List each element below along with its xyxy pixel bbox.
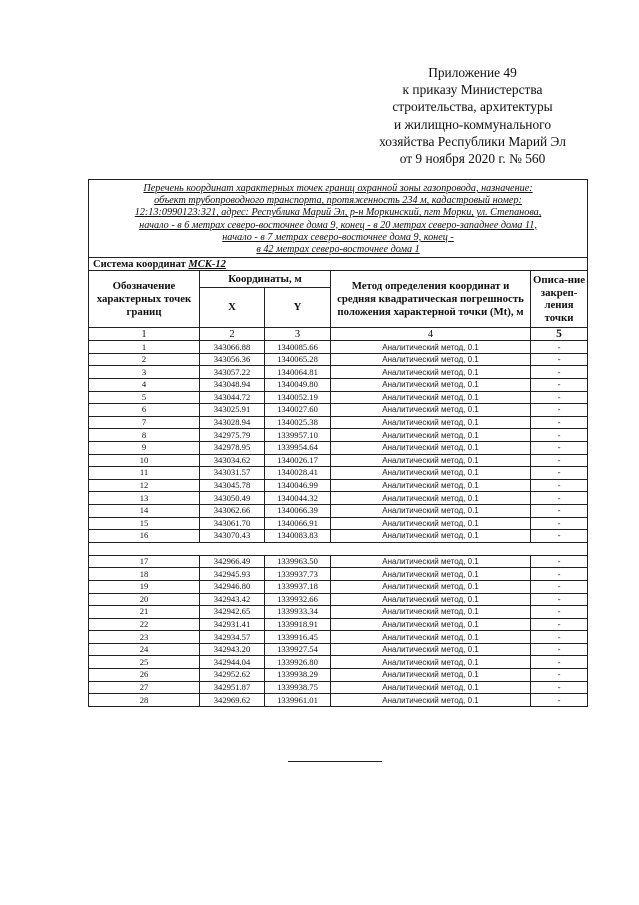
point-number: 19 <box>89 580 200 593</box>
point-number: 7 <box>89 416 200 429</box>
coord-y: 1339937.18 <box>265 580 331 593</box>
point-number: 9 <box>89 441 200 454</box>
method-cell: Аналитический метод, 0.1 <box>331 593 531 606</box>
table-row <box>89 454 588 467</box>
signature-line <box>288 761 382 762</box>
coordinate-system <box>89 258 588 271</box>
coord-x: 342944.04 <box>200 656 265 669</box>
coord-x: 342966.49 <box>200 555 265 568</box>
coord-x: 343066.88 <box>200 341 265 354</box>
coord-y: 1339961.01 <box>265 694 331 707</box>
header-method: Метод определения координат и средняя квадратическая погрешность положения характерной точки (Mt), м <box>331 271 531 328</box>
header-description: Описа-ние закреп-ления точки <box>531 271 588 328</box>
coord-y: 1339938.29 <box>265 669 331 682</box>
column-number-row <box>89 328 588 341</box>
method-cell: Аналитический метод, 0.1 <box>331 580 531 593</box>
coord-y: 1339963.50 <box>265 555 331 568</box>
coord-y: 1340066.39 <box>265 504 331 517</box>
coord-y: 1340027.60 <box>265 404 331 417</box>
description-cell: - <box>531 454 588 467</box>
coord-x: 343056.36 <box>200 353 265 366</box>
method-cell: Аналитический метод, 0.1 <box>331 681 531 694</box>
description-cell: - <box>531 694 588 707</box>
table-row <box>89 681 588 694</box>
description-cell: - <box>531 631 588 644</box>
coord-x: 343057.22 <box>200 366 265 379</box>
point-number: 14 <box>89 504 200 517</box>
method-cell: Аналитический метод, 0.1 <box>331 555 531 568</box>
object-description <box>89 180 588 258</box>
intro-row <box>89 180 588 258</box>
coord-y: 1340065.28 <box>265 353 331 366</box>
intro-line: в 42 метрах северо-восточнее дома 1 <box>256 244 420 256</box>
point-number: 2 <box>89 353 200 366</box>
table-row <box>89 618 588 631</box>
system-label: Система координат <box>93 258 186 270</box>
description-cell: - <box>531 669 588 682</box>
table-row <box>89 504 588 517</box>
method-cell: Аналитический метод, 0.1 <box>331 606 531 619</box>
column-number: 4 <box>331 328 531 341</box>
coord-x: 343061.70 <box>200 517 265 530</box>
point-number: 1 <box>89 341 200 354</box>
coord-y: 1339957.10 <box>265 429 331 442</box>
table-row <box>89 353 588 366</box>
coord-y: 1340044.32 <box>265 492 331 505</box>
coord-y: 1340083.83 <box>265 530 331 543</box>
coord-x: 342952.62 <box>200 669 265 682</box>
coord-y: 1339954.64 <box>265 441 331 454</box>
method-cell: Аналитический метод, 0.1 <box>331 366 531 379</box>
description-cell: - <box>531 341 588 354</box>
coord-y: 1340066.91 <box>265 517 331 530</box>
point-number: 13 <box>89 492 200 505</box>
section-gap <box>89 542 588 555</box>
method-cell: Аналитический метод, 0.1 <box>331 631 531 644</box>
method-cell: Аналитический метод, 0.1 <box>331 517 531 530</box>
description-cell: - <box>531 492 588 505</box>
description-cell: - <box>531 441 588 454</box>
table-row <box>89 694 588 707</box>
table-row <box>89 441 588 454</box>
point-number: 26 <box>89 669 200 682</box>
intro-line: начало - в 7 метрах северо-восточнее дома 9, конец - <box>222 231 454 243</box>
section-gap-row <box>89 542 588 555</box>
description-cell: - <box>531 580 588 593</box>
point-number: 16 <box>89 530 200 543</box>
header-x: X <box>200 288 265 328</box>
point-number: 15 <box>89 517 200 530</box>
table-row <box>89 467 588 480</box>
point-number: 3 <box>89 366 200 379</box>
description-cell: - <box>531 530 588 543</box>
description-cell: - <box>531 479 588 492</box>
coord-y: 1339933.34 <box>265 606 331 619</box>
point-number: 22 <box>89 618 200 631</box>
method-cell: Аналитический метод, 0.1 <box>331 669 531 682</box>
coord-x: 342943.20 <box>200 643 265 656</box>
appendix-line: строительства, архитектуры <box>392 99 553 115</box>
point-number: 25 <box>89 656 200 669</box>
header-y: Y <box>265 288 331 328</box>
point-number: 5 <box>89 391 200 404</box>
method-cell: Аналитический метод, 0.1 <box>331 618 531 631</box>
coord-y: 1340052.19 <box>265 391 331 404</box>
table-row <box>89 391 588 404</box>
table-row <box>89 669 588 682</box>
description-cell: - <box>531 555 588 568</box>
description-cell: - <box>531 416 588 429</box>
header-designation: Обозначение характерных точек границ <box>89 271 200 328</box>
coord-x: 343025.91 <box>200 404 265 417</box>
coord-y: 1340025.38 <box>265 416 331 429</box>
intro-line: объект трубопроводного транспорта, протяженность 234 м, кадастровый номер: <box>154 195 522 207</box>
table-row <box>89 416 588 429</box>
point-number: 18 <box>89 568 200 581</box>
coord-y: 1340064.81 <box>265 366 331 379</box>
description-cell: - <box>531 568 588 581</box>
table-row <box>89 341 588 354</box>
coord-x: 342969.62 <box>200 694 265 707</box>
method-cell: Аналитический метод, 0.1 <box>331 530 531 543</box>
coord-x: 342931.41 <box>200 618 265 631</box>
point-number: 10 <box>89 454 200 467</box>
point-number: 28 <box>89 694 200 707</box>
description-cell: - <box>531 517 588 530</box>
method-cell: Аналитический метод, 0.1 <box>331 454 531 467</box>
method-cell: Аналитический метод, 0.1 <box>331 416 531 429</box>
point-number: 24 <box>89 643 200 656</box>
header-row-1 <box>89 271 588 288</box>
coord-y: 1339926.80 <box>265 656 331 669</box>
coord-x: 342943.42 <box>200 593 265 606</box>
appendix-line: к приказу Министерства <box>402 82 543 98</box>
description-cell: - <box>531 353 588 366</box>
table-row <box>89 643 588 656</box>
coord-x: 342945.93 <box>200 568 265 581</box>
coordinates-table <box>88 179 588 707</box>
method-cell: Аналитический метод, 0.1 <box>331 404 531 417</box>
coord-x: 342951.87 <box>200 681 265 694</box>
table-row <box>89 593 588 606</box>
coord-x: 343031.57 <box>200 467 265 480</box>
coord-x: 343062.66 <box>200 504 265 517</box>
point-number: 8 <box>89 429 200 442</box>
appendix-line: Приложение 49 <box>428 65 517 80</box>
method-cell: Аналитический метод, 0.1 <box>331 391 531 404</box>
point-number: 4 <box>89 379 200 392</box>
method-cell: Аналитический метод, 0.1 <box>331 467 531 480</box>
description-cell: - <box>531 429 588 442</box>
coord-y: 1339918.91 <box>265 618 331 631</box>
intro-line: начало - в 6 метрах северо-восточнее дома 9, конец - в 20 метрах северо-западнее дома 11, <box>139 219 537 231</box>
coord-x: 342942.65 <box>200 606 265 619</box>
method-cell: Аналитический метод, 0.1 <box>331 379 531 392</box>
method-cell: Аналитический метод, 0.1 <box>331 429 531 442</box>
description-cell: - <box>531 643 588 656</box>
point-number: 12 <box>89 479 200 492</box>
method-cell: Аналитический метод, 0.1 <box>331 643 531 656</box>
point-number: 11 <box>89 467 200 480</box>
appendix-line: и жилищно-коммунального <box>393 116 552 132</box>
table-row <box>89 555 588 568</box>
point-number: 17 <box>89 555 200 568</box>
table-row <box>89 366 588 379</box>
method-cell: Аналитический метод, 0.1 <box>331 694 531 707</box>
coord-x: 342934.57 <box>200 631 265 644</box>
coord-x: 343048.94 <box>200 379 265 392</box>
description-cell: - <box>531 618 588 631</box>
table-row <box>89 568 588 581</box>
table-row <box>89 479 588 492</box>
point-number: 6 <box>89 404 200 417</box>
description-cell: - <box>531 681 588 694</box>
table-row <box>89 656 588 669</box>
method-cell: Аналитический метод, 0.1 <box>331 441 531 454</box>
table-row <box>89 429 588 442</box>
table-row <box>89 631 588 644</box>
method-cell: Аналитический метод, 0.1 <box>331 341 531 354</box>
coord-x: 342946.80 <box>200 580 265 593</box>
table-row <box>89 379 588 392</box>
appendix-line: хозяйства Республики Марий Эл <box>379 133 566 149</box>
coord-y: 1340046.99 <box>265 479 331 492</box>
coord-y: 1339932.66 <box>265 593 331 606</box>
coord-x: 342975.79 <box>200 429 265 442</box>
method-cell: Аналитический метод, 0.1 <box>331 492 531 505</box>
table-row <box>89 404 588 417</box>
coord-y: 1339916.45 <box>265 631 331 644</box>
column-number: 5 <box>531 328 588 341</box>
coord-y: 1340028.41 <box>265 467 331 480</box>
table-row <box>89 530 588 543</box>
method-cell: Аналитический метод, 0.1 <box>331 656 531 669</box>
column-number: 1 <box>89 328 200 341</box>
description-cell: - <box>531 593 588 606</box>
point-number: 21 <box>89 606 200 619</box>
intro-line: 12:13:0990123:321, адрес: Республика Марий Эл, р-н Моркинский, пгт Морки, ул. Степанова, <box>134 207 542 219</box>
appendix-line: от 9 ноября 2020 г. № 560 <box>399 151 546 167</box>
description-cell: - <box>531 366 588 379</box>
system-row <box>89 258 588 271</box>
system-name: МСК-12 <box>188 258 226 270</box>
coord-x: 343070.43 <box>200 530 265 543</box>
description-cell: - <box>531 656 588 669</box>
intro-line: Перечень координат характерных точек границ охранной зоны газопровода, назначение: <box>143 183 533 194</box>
appendix-header <box>360 64 585 167</box>
coord-y: 1339927.54 <box>265 643 331 656</box>
description-cell: - <box>531 504 588 517</box>
table-row <box>89 580 588 593</box>
coord-y: 1340049.80 <box>265 379 331 392</box>
coord-x: 343028.94 <box>200 416 265 429</box>
column-number: 3 <box>265 328 331 341</box>
coord-y: 1340085.66 <box>265 341 331 354</box>
method-cell: Аналитический метод, 0.1 <box>331 353 531 366</box>
coord-x: 343050.49 <box>200 492 265 505</box>
coord-x: 343044.72 <box>200 391 265 404</box>
description-cell: - <box>531 379 588 392</box>
column-number: 2 <box>200 328 265 341</box>
coord-x: 342978.95 <box>200 441 265 454</box>
point-number: 20 <box>89 593 200 606</box>
method-cell: Аналитический метод, 0.1 <box>331 504 531 517</box>
description-cell: - <box>531 606 588 619</box>
method-cell: Аналитический метод, 0.1 <box>331 479 531 492</box>
description-cell: - <box>531 404 588 417</box>
description-cell: - <box>531 391 588 404</box>
point-number: 27 <box>89 681 200 694</box>
coord-x: 343034.62 <box>200 454 265 467</box>
coord-y: 1339937.73 <box>265 568 331 581</box>
description-cell: - <box>531 467 588 480</box>
table-row <box>89 606 588 619</box>
method-cell: Аналитический метод, 0.1 <box>331 568 531 581</box>
coord-x: 343045.78 <box>200 479 265 492</box>
point-number: 23 <box>89 631 200 644</box>
header-coordinates: Координаты, м <box>200 271 331 288</box>
coord-y: 1340026.17 <box>265 454 331 467</box>
coord-y: 1339938.75 <box>265 681 331 694</box>
table-row <box>89 492 588 505</box>
table-row <box>89 517 588 530</box>
